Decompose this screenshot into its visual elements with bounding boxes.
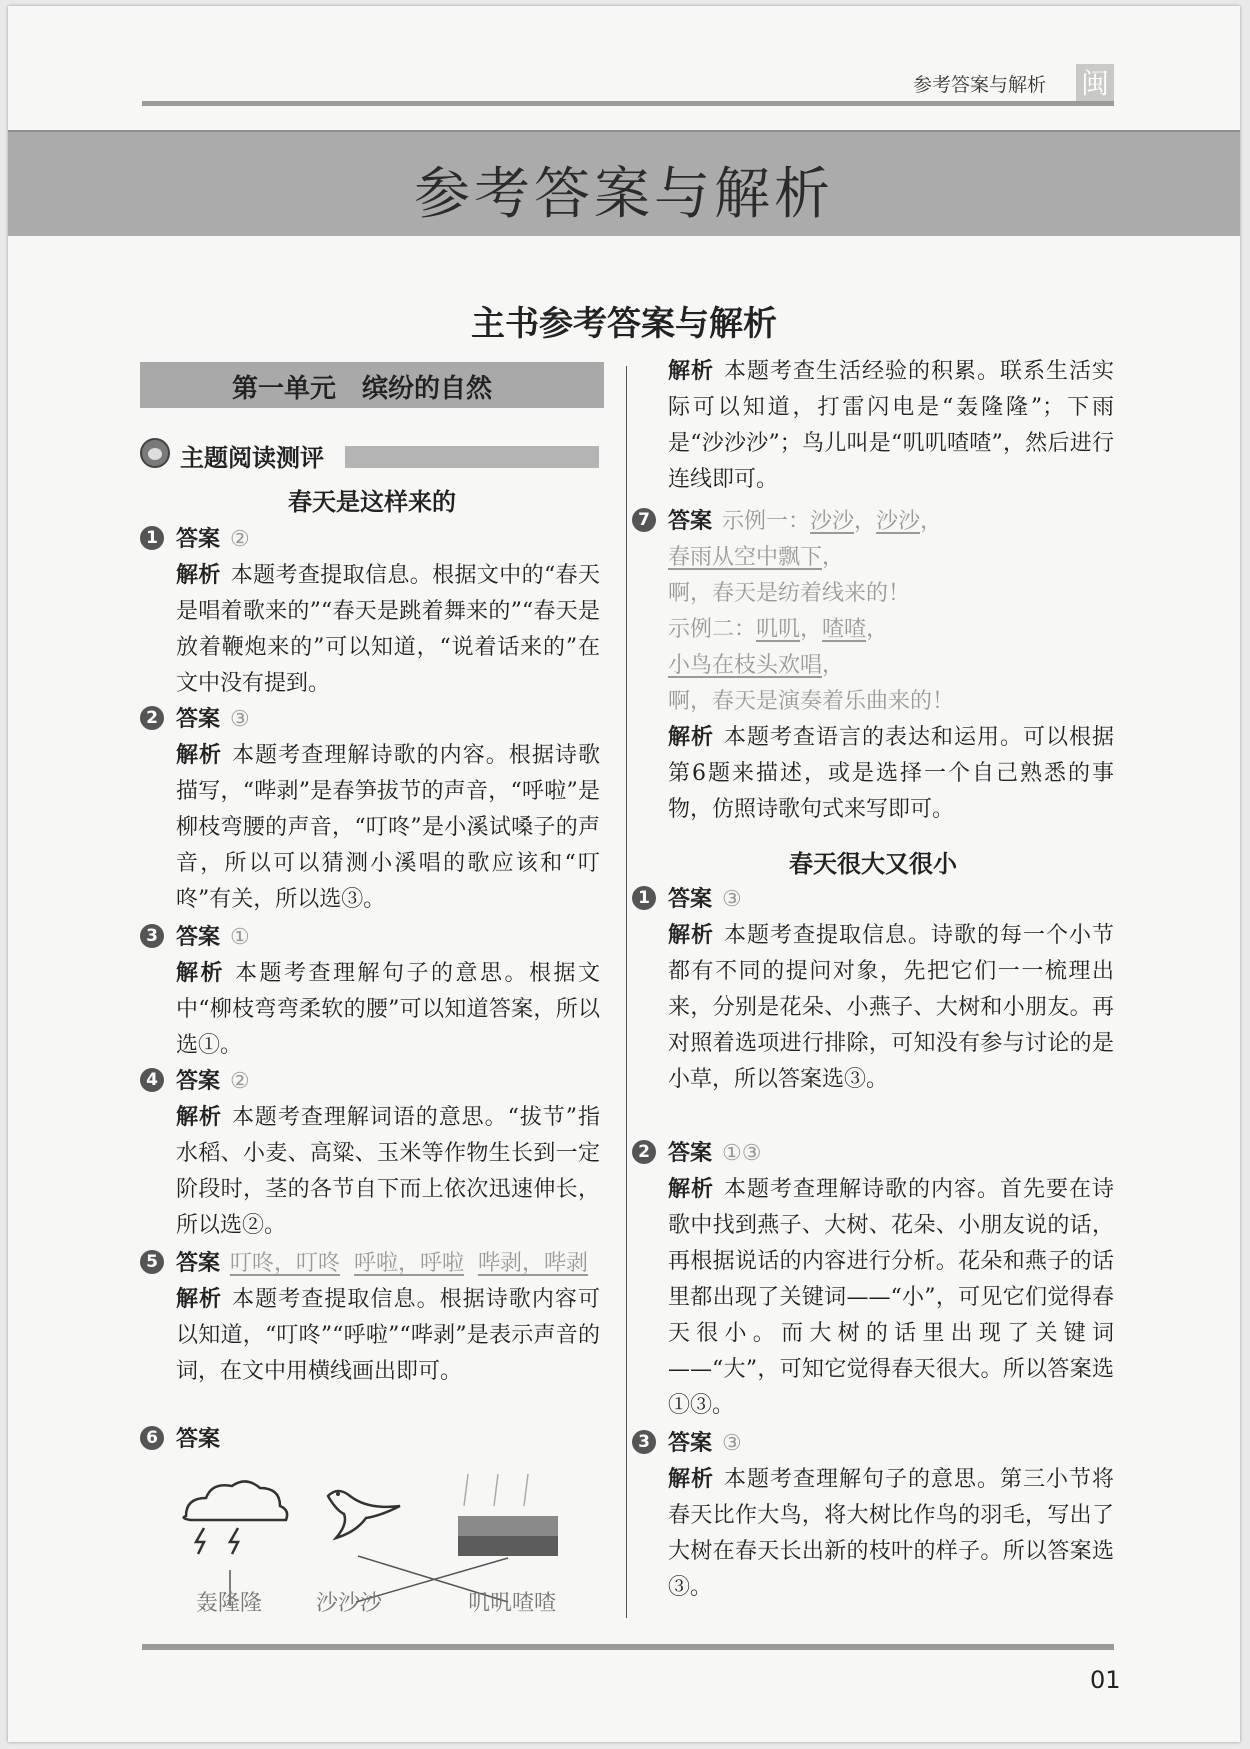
answer-value: ①	[230, 925, 250, 950]
analysis-text: 本题考查理解词语的意思。“拔节”指水稻、小麦、高粱、玉米等作物生长到一定阶段时，茎的各节自下而上依次迅速伸长，所以选②。	[176, 1105, 600, 1238]
answer-value: 哔剥，哔剥	[478, 1251, 589, 1276]
theme-bar	[345, 446, 599, 468]
answer-item-r1	[632, 882, 1114, 1098]
answer-value: 春雨从空中飘下	[668, 545, 823, 570]
analysis-item-6	[668, 354, 1114, 498]
answer-item-r2	[632, 1136, 1114, 1424]
analysis-label: 解析	[668, 1177, 714, 1202]
analysis-text: 本题考查理解句子的意思。第三小节将春天比作大鸟，将大树比作鸟的羽毛，写出了大树在春天长出新的枝叶的样子。所以答案选③。	[668, 1467, 1114, 1600]
question-number: 3	[632, 1430, 656, 1454]
answer-value: ②	[230, 527, 250, 552]
answer-item-7: 7 答案 示例一：沙沙，沙沙， 春雨从空中飘下， 啊，春天是纺着线来的！ 示例二：叽叽，喳喳， 小鸟在枝头欢唱， 啊，春天是演奏着乐曲来的！ 解析 本题考查语言的表达和运用。可以根据第6题来描述，或是选择一个自己熟悉的事物，仿照诗歌句式来写即可。	[632, 504, 1114, 828]
section-title: 主书参考答案与解析	[471, 304, 777, 344]
page-number: 01	[1090, 1666, 1121, 1694]
analysis-label: 解析	[176, 563, 221, 588]
answer-label: 答案	[668, 1431, 713, 1456]
passage-title-right: 春天很大又很小	[789, 850, 957, 878]
example-prefix: 示例一：	[722, 509, 811, 534]
passage-title-left: 春天是这样来的	[288, 488, 456, 516]
analysis-label: 解析	[668, 725, 714, 750]
analysis-label: 解析	[176, 743, 223, 768]
analysis-text: 本题考查理解句子的意思。根据文中“柳枝弯弯柔软的腰”可以知道答案，所以选①。	[176, 961, 600, 1058]
answer-item-1	[140, 522, 600, 702]
answer-item-3	[140, 920, 600, 1064]
answer-value: 啊，春天是纺着线来的！	[668, 581, 911, 606]
answer-label: 答案	[176, 527, 221, 552]
answer-page	[8, 6, 1240, 1742]
analysis-label: 解析	[176, 1105, 222, 1130]
answer-label: 答案	[176, 1427, 221, 1452]
answer-value: 叮咚，叮咚	[230, 1251, 341, 1276]
running-header: 参考答案与解析	[913, 74, 1047, 96]
answer-value: 喳喳	[822, 617, 867, 642]
analysis-label: 解析	[668, 923, 714, 948]
analysis-label: 解析	[668, 1467, 714, 1492]
answer-label: 答案	[176, 1251, 221, 1276]
reader-icon	[140, 438, 170, 468]
answer-value: 小鸟在枝头欢唱	[668, 653, 823, 678]
figure-label-bird: 叽叽喳喳	[468, 1591, 557, 1616]
answer-value: ③	[722, 1431, 742, 1456]
theme-row	[140, 438, 604, 472]
unit-title: 第一单元 缤纷的自然	[232, 374, 493, 404]
question-number: 2	[140, 706, 164, 730]
answer-value: ③	[722, 887, 742, 912]
answer-label: 答案	[176, 925, 221, 950]
answer-label: 答案	[668, 1141, 713, 1166]
figure-label-rain: 沙沙沙	[316, 1591, 383, 1616]
question-number: 1	[632, 886, 656, 910]
question-number: 1	[140, 526, 164, 550]
region-seal: 闽	[1076, 64, 1114, 104]
rain-scene-icon	[458, 1474, 558, 1556]
answer-item-2	[140, 702, 600, 918]
question-number: 2	[632, 1140, 656, 1164]
analysis-label: 解析	[176, 1287, 223, 1312]
answer-value: 沙沙	[876, 509, 921, 534]
analysis-text: 本题考查提取信息。根据诗歌内容可以知道，“叮咚”“呼啦”“哔剥”是表示声音的词，在文中用横线画出即可。	[176, 1287, 600, 1384]
analysis-text: 本题考查生活经验的积累。联系生活实际可以知道，打雷闪电是“轰隆隆”；下雨是“沙沙沙”；鸟儿叫是“叽叽喳喳”，然后进行连线即可。	[668, 359, 1114, 492]
unit-bar	[140, 362, 604, 408]
answer-item-4	[140, 1064, 600, 1244]
theme-title: 主题阅读测评	[180, 443, 324, 472]
answer-value: ③	[230, 707, 250, 732]
answer-label: 答案	[668, 887, 713, 912]
matching-figure	[168, 1466, 608, 1626]
answer-value: 呼啦，呼啦	[354, 1251, 465, 1276]
column-divider	[626, 366, 627, 1618]
answer-item-5	[140, 1246, 600, 1390]
analysis-text: 本题考查提取信息。诗歌的每一个小节都有不同的提问对象，先把它们一一梳理出来，分别是花朵、小燕子、大树和小朋友。再对照着选项进行排除，可知没有参与讨论的是小草，所以答案选③。	[668, 923, 1114, 1092]
figure-label-thunder: 轰隆隆	[196, 1591, 263, 1616]
answer-item-6	[140, 1422, 600, 1458]
analysis-label: 解析	[668, 359, 714, 384]
answer-value: ②	[230, 1069, 250, 1094]
title-banner	[8, 130, 1240, 236]
answer-value: 啊，春天是演奏着乐曲来的！	[668, 689, 955, 714]
analysis-text: 本题考查语言的表达和运用。可以根据第6题来描述，或是选择一个自己熟悉的事物，仿照诗歌句式来写即可。	[668, 725, 1114, 822]
answer-item-r3	[632, 1426, 1114, 1606]
answer-value: ①③	[722, 1141, 762, 1166]
answer-label: 答案	[176, 707, 221, 732]
header-rule	[142, 101, 1114, 106]
analysis-text: 本题考查提取信息。根据文中的“春天是唱着歌来的”“春天是跳着舞来的”“春天是放着鞭炮来的”可以知道，“说着话来的”在文中没有提到。	[176, 563, 600, 696]
answer-label: 答案	[668, 509, 713, 534]
question-number: 3	[140, 924, 164, 948]
banner-title: 参考答案与解析	[414, 162, 834, 227]
analysis-text: 本题考查理解诗歌的内容。根据诗歌描写，“哔剥”是春笋拔节的声音，“呼啦”是柳枝弯腰的声音，“叮咚”是小溪试嗓子的声音，所以可以猜测小溪唱的歌应该和“叮咚”有关，所以选③。	[176, 743, 600, 912]
answer-label: 答案	[176, 1069, 221, 1094]
question-number: 6	[140, 1426, 164, 1450]
cloud-lightning-icon	[184, 1481, 287, 1554]
analysis-text: 本题考查理解诗歌的内容。首先要在诗歌中找到燕子、大树、花朵、小朋友说的话，再根据说话的内容进行分析。花朵和燕子的话里都出现了关键词——“小”，可见它们觉得春天很小。而大树的话里出现了关键词——“大”，可知它觉得春天很大。所以答案选①③。	[668, 1177, 1114, 1418]
question-number: 4	[140, 1068, 164, 1092]
question-number: 5	[140, 1250, 164, 1274]
example-prefix: 示例二：	[668, 617, 757, 642]
swallow-bird-icon	[328, 1491, 400, 1538]
answer-value: 叽叽	[756, 617, 801, 642]
answer-value: 沙沙	[810, 509, 855, 534]
question-number: 7	[632, 508, 656, 532]
footer-rule	[142, 1644, 1114, 1650]
analysis-label: 解析	[176, 961, 225, 986]
